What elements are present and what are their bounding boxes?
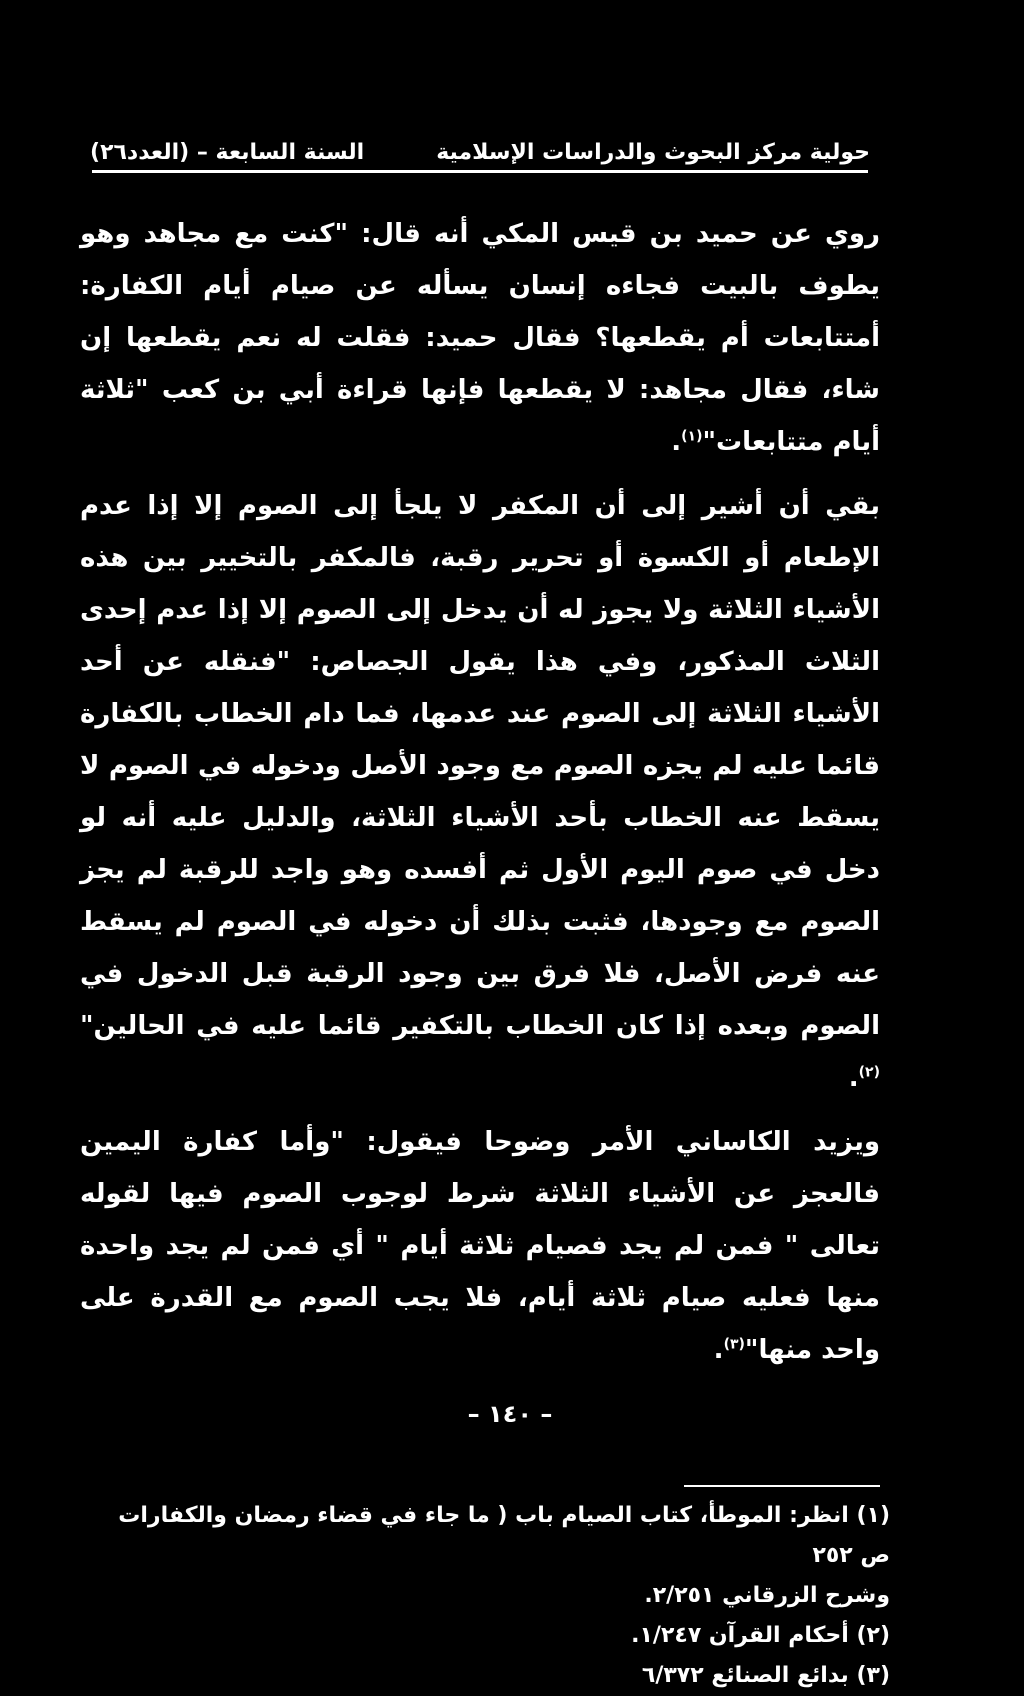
header-divider	[92, 170, 868, 173]
running-header	[90, 128, 870, 168]
footnote-1-continued: وشرح الزرقاني ٢/٢٥١.	[644, 1583, 890, 1608]
footnote-divider	[684, 1485, 880, 1487]
footnote-ref-1: (١)	[681, 428, 703, 445]
footnote-ref-2: (٢)	[858, 1064, 880, 1081]
paragraph-3: ويزيد الكاساني الأمر وضوحا فيقول: "وأما كفارة اليمين فالعجز عن الأشياء الثلاثة شرط لوجوب الصوم فيها لقوله تعالى " فمن لم يجد فصيام ثلاثة أيام " أي فمن لم يجد واحدة منها فعليه صيام ثلاثة أيام، فلا يجب الصوم مع القدرة على واحد منها"$^{(٣)}$.	[80, 1127, 880, 1365]
footnote-2: (٢) أحكام القرآن ١/٢٤٧.	[631, 1623, 890, 1648]
paragraph-gap	[80, 1104, 880, 1116]
paragraph-2-text: بقي أن أشير إلى أن المكفر لا يلجأ إلى الصوم إلا إذا عدم الإطعام أو الكسوة أو تحرير رقبة، فالمكفر بالتخيير بين هذه الأشياء الثلاثة ولا يجوز له أن يدخل إلى الصوم إلا إذا عدم إحدى الثلاث المذكور، وفي هذا يقول الجصاص: "فنقله عن أحد الأشياء الثلاثة إلى الصوم عند عدمها، فما دام الخطاب بالكفارة قائما عليه لم يجزه الصوم مع وجود الأصل ودخوله في الصوم لا يسقط عنه الخطاب بأحد الأشياء الثلاثة، والدليل عليه أنه لو دخل في صوم اليوم الأول ثم أفسده وهو واجد للرقبة لم يجز الصوم مع وجودها، فثبت بذلك أن دخوله في الصوم لم يسقط عنه فرض الأصل، فلا فرق بين وجود الرقبة قبل الدخول في الصوم وبعده إذا كان الخطاب بالتكفير قائما عليه في الحالين"	[80, 491, 880, 1041]
footnote-ref-3: (٣)	[723, 1336, 745, 1353]
paragraph-2: بقي أن أشير إلى أن المكفر لا يلجأ إلى الصوم إلا إذا عدم الإطعام أو الكسوة أو تحرير رقبة، فالمكفر بالتخيير بين هذه الأشياء الثلاثة ولا يجوز له أن يدخل إلى الصوم إلا إذا عدم إحدى الثلاث المذكور، وفي هذا يقول الجصاص: "فنقله عن أحد الأشياء الثلاثة إلى الصوم عند عدمها، فما دام الخطاب بالكفارة قائما عليه لم يجزه الصوم مع وجود الأصل ودخوله في الصوم لا يسقط عنه الخطاب بأحد الأشياء الثلاثة، والدليل عليه أنه لو دخل في صوم اليوم الأول ثم أفسده وهو واجد للرقبة لم يجز الصوم مع وجودها، فثبت بذلك أن دخوله في الصوم لم يسقط عنه فرض الأصل، فلا فرق بين وجود الرقبة قبل الدخول في الصوم وبعده إذا كان الخطاب بالتكفير قائما عليه في الحالين"$^{(٢)}$.	[80, 491, 880, 1093]
paragraph-1: روي عن حميد بن قيس المكي أنه قال: "كنت مع مجاهد وهو يطوف بالبيت فجاءه إنسان يسأله عن صيام أيام الكفارة: أمتتابعات أم يقطعها؟ فقال حميد: فقلت له نعم يقطعها إن شاء، فقال مجاهد: لا يقطعها فإنها قراءة أبي بن كعب "ثلاثة أيام متتابعات"$^{(١)}$.	[80, 219, 880, 457]
footnotes	[100, 1496, 890, 1696]
paragraph-1-text: روي عن حميد بن قيس المكي أنه قال: "كنت مع مجاهد وهو يطوف بالبيت فجاءه إنسان يسأله عن صيام أيام الكفارة: أمتتابعات أم يقطعها؟ فقال حميد: فقلت له نعم يقطعها إن شاء، فقال مجاهد: لا يقطعها فإنها قراءة أبي بن كعب "ثلاثة أيام متتابعات"	[80, 219, 880, 457]
paragraph-3-text: ويزيد الكاساني الأمر وضوحا فيقول: "وأما كفارة اليمين فالعجز عن الأشياء الثلاثة شرط لوجوب الصوم فيها لقوله تعالى " فمن لم يجد فصيام ثلاثة أيام " أي فمن لم يجد واحدة منها فعليه صيام ثلاثة أيام، فلا يجب الصوم مع القدرة على واحد منها"	[80, 1127, 880, 1365]
body-text	[80, 208, 880, 1376]
issue-label: السنة السابعة – (العدد٢٦)	[90, 140, 365, 165]
footnote-3: (٣) بدائع الصنائع ٦/٣٧٢	[641, 1663, 890, 1688]
journal-title: حولية مركز البحوث والدراسات الإسلامية	[436, 140, 870, 165]
page-number: – ١٤٠ –	[467, 1400, 553, 1428]
paragraph-gap	[80, 468, 880, 480]
footnote-1: (١) انظر: الموطأ، كتاب الصيام باب ( ما جاء في قضاء رمضان والكفارات ص ٢٥٢	[118, 1503, 890, 1568]
